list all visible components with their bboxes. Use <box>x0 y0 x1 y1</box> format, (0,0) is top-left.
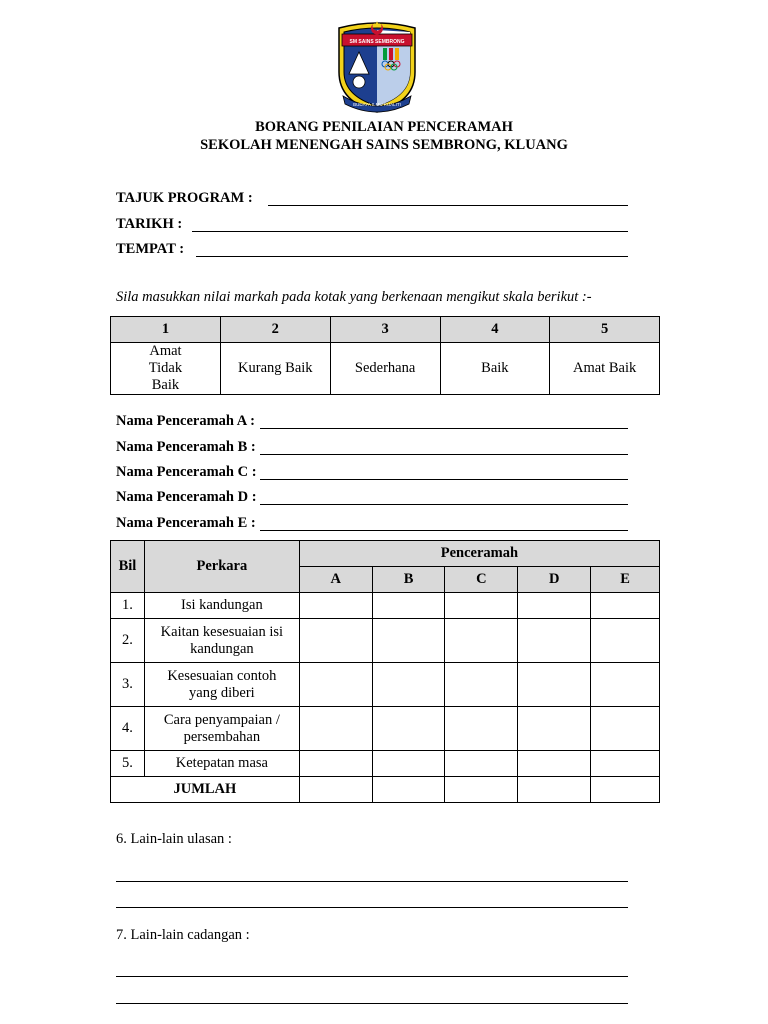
total-label: JUMLAH <box>111 777 300 803</box>
comments-line-1[interactable] <box>116 881 628 882</box>
row-perkara: Ketepatan masa <box>144 751 299 777</box>
speaker-a-label: Nama Penceramah A : <box>116 413 255 429</box>
row-perkara: Isi kandungan <box>144 593 299 619</box>
rating-scale-table <box>110 316 660 395</box>
score-cell[interactable] <box>445 751 518 777</box>
header-speaker-b: B <box>372 567 445 593</box>
scale-label-2: Kurang Baik <box>220 343 330 395</box>
total-row <box>111 777 660 803</box>
suggestions-line-1[interactable] <box>116 976 628 977</box>
suggestions-line-2[interactable] <box>116 1003 628 1004</box>
scale-number-2: 2 <box>220 317 330 343</box>
other-comments-label: 6. Lain-lain ulasan : <box>116 831 232 847</box>
speaker-b-input-line[interactable] <box>260 454 628 455</box>
table-row <box>111 593 660 619</box>
program-title-input-line[interactable] <box>268 205 628 206</box>
speaker-d-label: Nama Penceramah D : <box>116 489 257 505</box>
score-cell[interactable] <box>299 663 372 707</box>
score-cell[interactable] <box>299 593 372 619</box>
school-name-title: SEKOLAH MENENGAH SAINS SEMBRONG, KLUANG <box>200 137 568 153</box>
form-title: BORANG PENILAIAN PENCERAMAH <box>255 119 513 135</box>
row-perkara: Cara penyampaian / persembahan <box>144 707 299 751</box>
scale-label-1: Amat Tidak Baik <box>111 343 221 395</box>
row-bil: 3. <box>111 663 145 707</box>
score-cell[interactable] <box>445 593 518 619</box>
logo-motto-text: BUDAYA ILMU KUALITI <box>353 102 401 107</box>
speaker-c-label: Nama Penceramah C : <box>116 464 257 480</box>
scale-number-1: 1 <box>111 317 221 343</box>
score-cell[interactable] <box>445 663 518 707</box>
score-cell[interactable] <box>372 619 445 663</box>
comments-line-2[interactable] <box>116 907 628 908</box>
instruction-text: Sila masukkan nilai markah pada kotak yang berkenaan mengikut skala berikut :- <box>116 289 592 305</box>
score-cell[interactable] <box>518 751 591 777</box>
score-cell[interactable] <box>591 707 660 751</box>
score-cell[interactable] <box>445 707 518 751</box>
score-cell[interactable] <box>591 619 660 663</box>
scale-number-3: 3 <box>330 317 440 343</box>
score-cell[interactable] <box>518 663 591 707</box>
table-row <box>111 619 660 663</box>
score-cell[interactable] <box>372 593 445 619</box>
scale-label-4: Baik <box>440 343 550 395</box>
logo-ribbon-text: SM SAINS SEMBRONG <box>349 39 405 45</box>
scale-label-5: Amat Baik <box>550 343 660 395</box>
header-perkara: Perkara <box>144 541 299 593</box>
speaker-c-input-line[interactable] <box>260 479 628 480</box>
speaker-d-input-line[interactable] <box>260 504 628 505</box>
header-penceramah: Penceramah <box>299 541 659 567</box>
score-cell[interactable] <box>372 707 445 751</box>
score-cell[interactable] <box>445 619 518 663</box>
score-cell[interactable] <box>518 593 591 619</box>
score-cell[interactable] <box>299 751 372 777</box>
score-cell[interactable] <box>518 619 591 663</box>
venue-label: TEMPAT : <box>116 241 185 257</box>
total-cell[interactable] <box>299 777 372 803</box>
scale-label-3: Sederhana <box>330 343 440 395</box>
venue-input-line[interactable] <box>196 256 628 257</box>
row-bil: 4. <box>111 707 145 751</box>
school-crest-logo <box>333 20 421 114</box>
header-speaker-d: D <box>518 567 591 593</box>
table-row <box>111 751 660 777</box>
score-cell[interactable] <box>299 619 372 663</box>
score-cell[interactable] <box>299 707 372 751</box>
total-cell[interactable] <box>445 777 518 803</box>
program-title-label: TAJUK PROGRAM : <box>116 190 253 206</box>
scale-number-4: 4 <box>440 317 550 343</box>
date-label: TARIKH : <box>116 216 183 232</box>
total-cell[interactable] <box>372 777 445 803</box>
score-cell[interactable] <box>591 663 660 707</box>
score-cell[interactable] <box>518 707 591 751</box>
speaker-a-input-line[interactable] <box>260 428 628 429</box>
row-bil: 5. <box>111 751 145 777</box>
evaluation-table <box>110 540 660 803</box>
row-perkara: Kaitan kesesuaian isi kandungan <box>144 619 299 663</box>
header-speaker-c: C <box>445 567 518 593</box>
speaker-e-input-line[interactable] <box>260 530 628 531</box>
speaker-e-label: Nama Penceramah E : <box>116 515 256 531</box>
scale-number-5: 5 <box>550 317 660 343</box>
header-bil: Bil <box>111 541 145 593</box>
total-cell[interactable] <box>518 777 591 803</box>
row-bil: 1. <box>111 593 145 619</box>
header-speaker-e: E <box>591 567 660 593</box>
table-row <box>111 707 660 751</box>
date-input-line[interactable] <box>192 231 628 232</box>
row-bil: 2. <box>111 619 145 663</box>
score-cell[interactable] <box>372 751 445 777</box>
score-cell[interactable] <box>591 751 660 777</box>
header-speaker-a: A <box>299 567 372 593</box>
speaker-b-label: Nama Penceramah B : <box>116 439 256 455</box>
total-cell[interactable] <box>591 777 660 803</box>
table-row <box>111 663 660 707</box>
other-suggestions-label: 7. Lain-lain cadangan : <box>116 927 250 943</box>
score-cell[interactable] <box>372 663 445 707</box>
row-perkara: Kesesuaian contoh yang diberi <box>144 663 299 707</box>
score-cell[interactable] <box>591 593 660 619</box>
